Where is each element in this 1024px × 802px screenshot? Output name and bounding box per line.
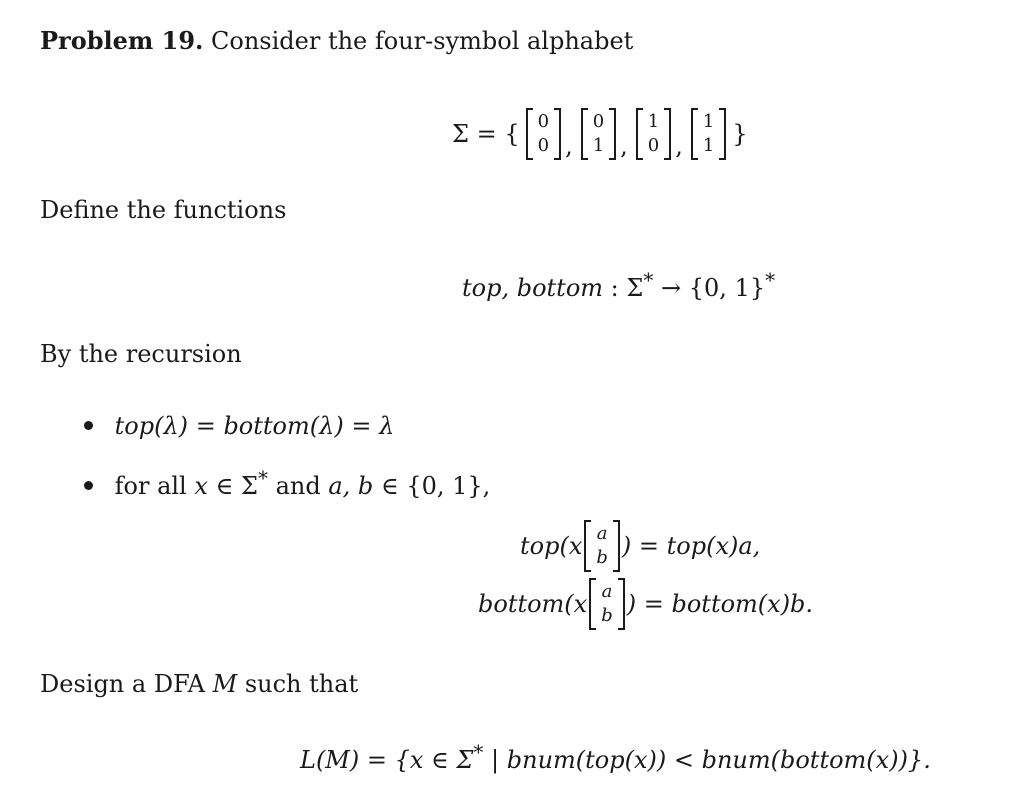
comma-separator: , [620,132,628,160]
symbol-top-bit: 1 [702,111,715,132]
vector-b: b [596,547,608,568]
top-eq-lhs: top(x [520,532,583,560]
top-eq-rhs: ) = top(x)a, [621,532,761,560]
bottom-eq-rhs: ) = bottom(x)b. [626,590,814,618]
arrow-icon: → [661,274,682,302]
signature-domain: Σ [626,274,644,302]
function-names: top, bottom [462,274,604,302]
symbol-bottom-bit: 1 [592,135,605,156]
equals-sign: = [195,412,216,440]
function-signature [462,268,775,302]
codomain-star: * [765,268,776,292]
vector-a: a [601,581,613,602]
bullet-base-case [84,412,394,440]
symbol-bottom-bit: 0 [537,135,550,156]
problem-statement [40,26,633,55]
signature-codomain: {0, 1} [688,274,766,302]
alphabet-vectors [524,108,729,160]
vector-a: a [596,523,608,544]
dfa-m: M [212,670,238,698]
comma-separator: , [675,132,683,160]
comma-separator: , [565,132,573,160]
language-definition [300,740,931,774]
alphabet-symbol [636,108,671,160]
symbol-bottom-bit: 0 [647,135,660,156]
alphabet-definition [452,108,748,160]
alphabet-lhs: Σ = { [452,120,520,148]
bullet-recursive-case [84,466,490,500]
design-prefix: Design a DFA [40,670,205,698]
var-x: x [194,472,208,500]
bottom-equation [478,578,813,630]
language-rhs: | bnum(top(x)) < bnum(bottom(x))}. [483,746,931,774]
alphabet-symbol [691,108,726,160]
recursion-text: By the recursion [40,340,242,368]
var-ab: a, b [328,472,374,500]
language-lhs: L(M) = {x ∈ Σ [300,746,474,774]
symbol-top-bit: 0 [537,111,550,132]
in-binary-set: ∈ {0, 1}, [380,472,491,500]
alphabet-symbol [526,108,561,160]
for-all-text: for all [114,472,187,500]
lambda: λ [379,412,395,440]
domain-star: * [643,268,654,292]
problem-intro: Consider the four-symbol alphabet [211,27,634,55]
alphabet-symbol [581,108,616,160]
bottom-lambda: bottom(λ) [223,412,344,440]
define-text: Define the functions [40,196,287,224]
signature-colon: : [610,274,619,302]
sigma-star: * [257,466,268,490]
design-suffix: such that [244,670,359,698]
equals-sign: = [351,412,372,440]
bullet-icon [84,421,93,430]
previous-problem-fragment [120,0,128,16]
language-star: * [473,740,484,764]
design-text [40,670,358,698]
bullet-icon [84,481,93,490]
problem-label: Problem 19. [40,26,204,55]
top-equation [520,520,760,572]
column-vector [589,578,625,630]
bottom-eq-lhs: bottom(x [478,590,588,618]
column-vector [584,520,620,572]
symbol-bottom-bit: 1 [702,135,715,156]
symbol-top-bit: 1 [647,111,660,132]
vector-b: b [601,605,613,626]
in-sigma: ∈ Σ [215,472,258,500]
alphabet-close: } [732,120,748,148]
and-text: and [275,472,321,500]
symbol-top-bit: 0 [592,111,605,132]
top-lambda: top(λ) [114,412,189,440]
